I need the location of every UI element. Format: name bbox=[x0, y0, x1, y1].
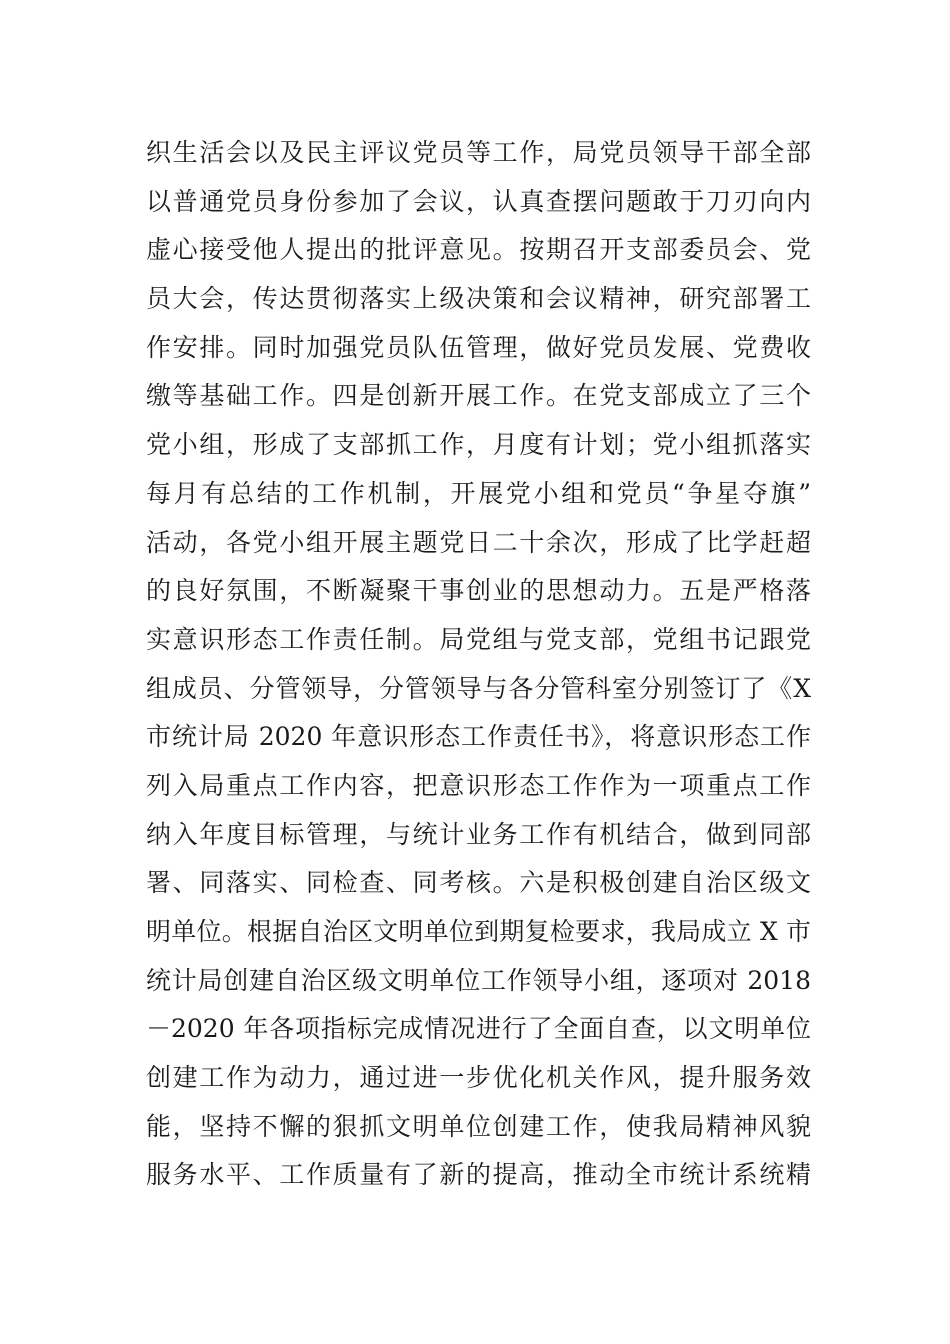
text-line: 组成员、分管领导，分管领导与各分管科室分别签订了《X bbox=[146, 673, 811, 703]
text-line: 每月有总结的工作机制，开展党小组和党员“争星夺旗” bbox=[146, 478, 811, 508]
text-line: －2020 年各项指标完成情况进行了全面自查，以文明单位 bbox=[146, 1014, 811, 1044]
text-line: 实意识形态工作责任制。局党组与党支部，党组书记跟党 bbox=[146, 624, 811, 654]
text-line: 能，坚持不懈的狠抓文明单位创建工作，使我局精神风貌 bbox=[146, 1111, 811, 1141]
text-line: 服务水平、工作质量有了新的提高，推动全市统计系统精 bbox=[146, 1160, 811, 1190]
text-line: 署、同落实、同检查、同考核。六是积极创建自治区级文 bbox=[146, 868, 811, 898]
text-line: 明单位。根据自治区文明单位到期复检要求，我局成立 X 市 bbox=[146, 917, 811, 946]
text-line: 统计局创建自治区级文明单位工作领导小组，逐项对 2018 bbox=[146, 965, 811, 995]
text-line: 纳入年度目标管理，与统计业务工作有机结合，做到同部 bbox=[146, 819, 811, 849]
text-line: 员大会，传达贯彻落实上级决策和会议精神，研究部署工 bbox=[146, 284, 811, 314]
text-line: 党小组，形成了支部抓工作，月度有计划；党小组抓落实 bbox=[146, 430, 811, 460]
text-line: 创建工作为动力，通过进一步优化机关作风，提升服务效 bbox=[146, 1063, 811, 1093]
text-line: 活动，各党小组开展主题党日二十余次，形成了比学赶超 bbox=[146, 527, 811, 557]
text-line: 的良好氛围，不断凝聚干事创业的思想动力。五是严格落 bbox=[146, 576, 811, 606]
text-line: 列入局重点工作内容，把意识形态工作作为一项重点工作 bbox=[146, 770, 811, 800]
text-line: 以普通党员身份参加了会议，认真查摆问题敢于刀刃向内 bbox=[146, 186, 811, 216]
body-paragraph bbox=[146, 129, 811, 1200]
text-line: 市统计局 2020 年意识形态工作责任书》，将意识形态工作 bbox=[146, 722, 811, 752]
text-line: 缴等基础工作。四是创新开展工作。在党支部成立了三个 bbox=[146, 381, 811, 411]
text-line: 作安排。同时加强党员队伍管理，做好党员发展、党费收 bbox=[146, 332, 811, 362]
text-line: 虚心接受他人提出的批评意见。按期召开支部委员会、党 bbox=[146, 235, 811, 265]
text-line: 织生活会以及民主评议党员等工作，局党员领导干部全部 bbox=[146, 138, 811, 167]
